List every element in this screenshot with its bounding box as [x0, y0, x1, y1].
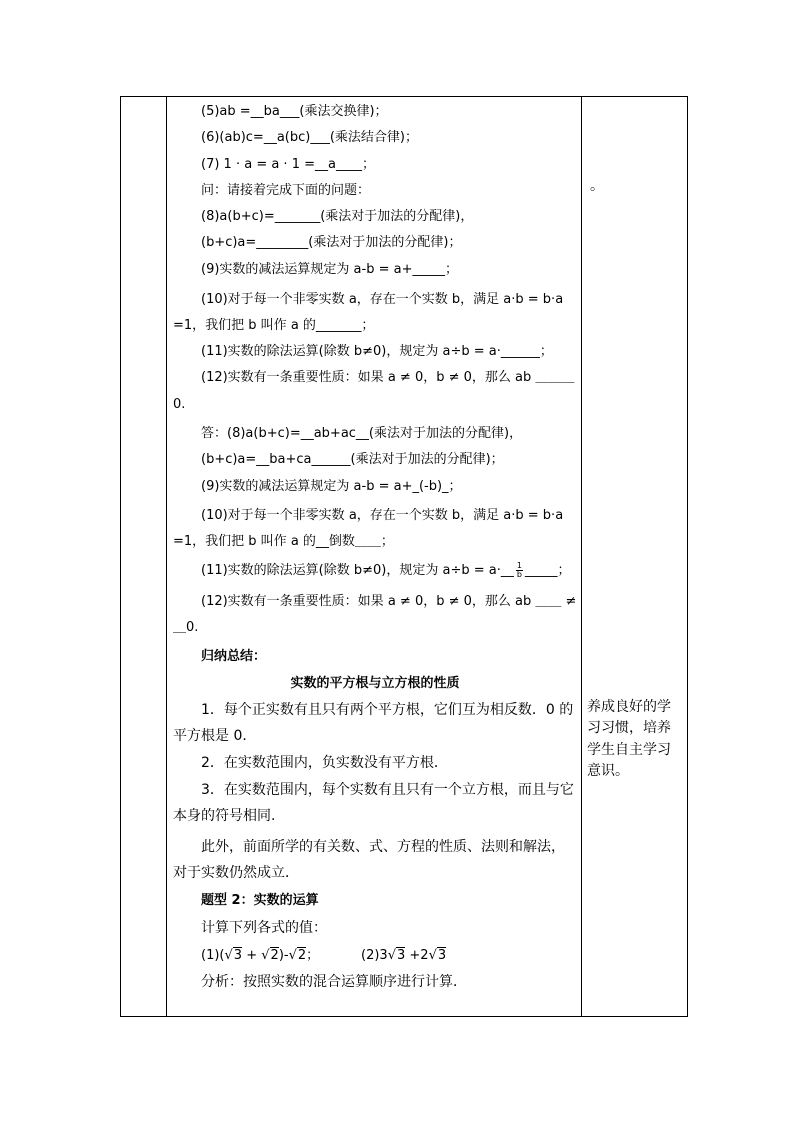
note-4b: 对于实数仍然成立．: [173, 865, 299, 881]
answer-10b: =1，我们把 b 叫作 a 的__倒数＿＿；: [173, 534, 394, 549]
law-6: (6)(ab)c=__a(bc)___(乘法结合律)；: [201, 130, 418, 145]
sqrt-2-term: [261, 948, 279, 964]
question-11: (11)实数的除法运算(除数 b≠0)，规定为 a÷b = a·______；: [201, 344, 553, 359]
sqrt-sign: √: [387, 948, 396, 963]
side-note-line-1: 养成良好的学: [587, 699, 671, 715]
side-dot: 。: [590, 178, 604, 194]
fraction-denominator: b: [516, 570, 522, 579]
radicand: 2: [297, 948, 307, 963]
expression-2: [361, 948, 446, 964]
answer-12b: ＿0.: [173, 620, 199, 635]
answer-8a: 答：(8)a(b+c)=__ab+ac__(乘法对于加法的分配律)，: [201, 426, 523, 441]
answer-11-text: (11)实数的除法运算(除数 b≠0)，规定为 a÷b = a·__: [201, 563, 514, 578]
question-intro: 问：请接着完成下面的问题：: [201, 183, 371, 198]
fraction-numerator: 1: [516, 561, 522, 570]
question-12a: (12)实数有一条重要性质：如果 a ≠ 0，b ≠ 0，那么 ab ＿＿＿: [201, 370, 575, 385]
property-1a: 1．每个正实数有且只有两个平方根，它们互为相反数．0 的: [201, 702, 574, 718]
question-8a: (8)a(b+c)=_______(乘法对于加法的分配律)，: [201, 209, 474, 224]
calc-intro: 计算下列各式的值：: [201, 920, 327, 936]
plus-sign: +: [242, 948, 262, 963]
note-4a: 此外，前面所学的有关数、式、方程的性质、法则和解法，: [201, 839, 565, 855]
expr1-open: (1)(: [201, 948, 225, 963]
sqrt-3-term: [388, 948, 406, 964]
column-divider-1: [166, 97, 167, 1016]
property-1b: 平方根是 0.: [173, 728, 247, 744]
sqrt-3-term: [429, 948, 447, 964]
sqrt-sign: √: [288, 948, 297, 963]
question-10b: =1，我们把 b 叫作 a 的_______；: [173, 318, 375, 333]
answer-12a: (12)实数有一条重要性质：如果 a ≠ 0，b ≠ 0，那么 ab ＿＿ ≠: [201, 594, 577, 609]
expr1-end: ；: [306, 948, 320, 963]
fraction-one-over-b: [516, 562, 523, 579]
question-12b: 0.: [173, 397, 186, 412]
expr2-start: (2)3: [361, 948, 388, 963]
question-9: (9)实数的减法运算规定为 a-b = a+_____；: [201, 262, 458, 277]
type-2-label: 题型 2：实数的运算: [201, 893, 319, 908]
sqrt-sign: √: [261, 948, 270, 963]
answer-8b: (b+c)a=__ba+ca______(乘法对于加法的分配律)；: [201, 452, 504, 467]
sqrt-sign: √: [428, 948, 437, 963]
law-7: (7) 1 · a = a · 1 =__a____；: [201, 157, 375, 172]
expression-1: [201, 948, 319, 964]
answer-11-tail: _____；: [524, 563, 571, 578]
radicand: 3: [396, 948, 406, 963]
sqrt-sign: √: [224, 948, 233, 963]
minus-sign: )-: [278, 948, 289, 963]
sqrt-3-term: [225, 948, 243, 964]
property-2: 2．在实数范围内，负实数没有平方根．: [201, 755, 448, 771]
summary-label: 归纳总结：: [201, 649, 267, 664]
question-8b: (b+c)a=________(乘法对于加法的分配律)；: [201, 235, 462, 250]
sqrt-2-term: [289, 948, 307, 964]
analysis: 分析：按照实数的混合运算顺序进行计算．: [201, 974, 467, 990]
answer-11: [201, 562, 571, 579]
question-10a: (10)对于每一个非零实数 a，存在一个实数 b，满足 a·b = b·a: [201, 292, 564, 307]
side-note-line-3: 学生自主学习: [587, 742, 671, 758]
answer-10a: (10)对于每一个非零实数 a，存在一个实数 b，满足 a·b = b·a: [201, 508, 564, 523]
law-5: (5)ab =__ba___(乘法交换律)；: [201, 104, 388, 119]
plus-two: +2: [405, 948, 429, 963]
section-title: 实数的平方根与立方根的性质: [290, 676, 460, 691]
property-3b: 本身的符号相同.: [173, 808, 276, 824]
side-note-line-2: 习习惯，培养: [587, 720, 671, 736]
column-divider-2: [581, 97, 582, 1016]
answer-9: (9)实数的减法运算规定为 a-b = a+_(-b)_；: [201, 479, 462, 494]
radicand: 3: [233, 948, 243, 963]
side-note-line-4: 意识。: [587, 763, 629, 779]
property-3a: 3．在实数范围内，每个实数有且只有一个立方根，而且与它: [201, 782, 574, 798]
radicand: 3: [437, 948, 447, 963]
radicand: 2: [270, 948, 279, 963]
